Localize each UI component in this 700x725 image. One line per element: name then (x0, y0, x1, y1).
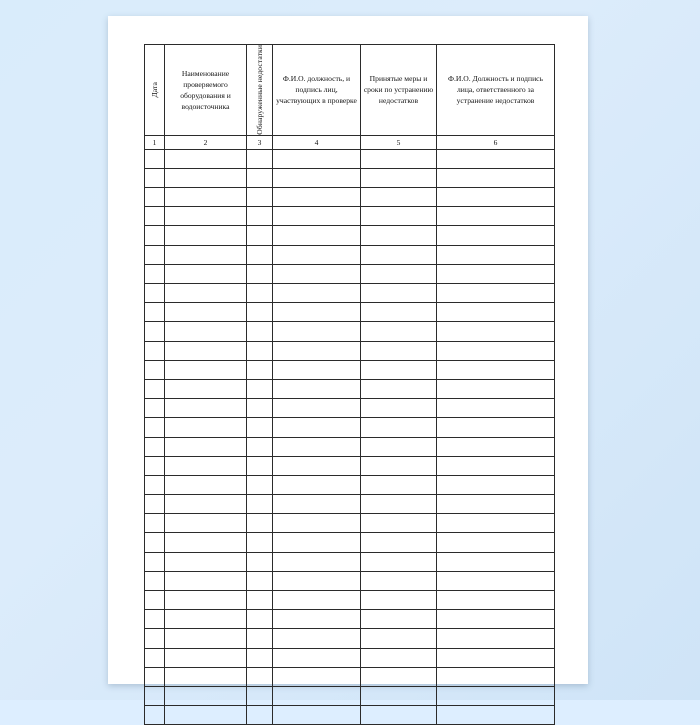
table-cell (361, 456, 437, 475)
table-cell (437, 303, 555, 322)
table-cell (437, 149, 555, 168)
table-row (145, 571, 555, 590)
column-number-row (145, 135, 555, 149)
table-cell (165, 168, 247, 187)
table-cell (145, 610, 165, 629)
table-cell (145, 245, 165, 264)
table-cell (437, 360, 555, 379)
table-cell (247, 706, 273, 725)
table-cell (361, 168, 437, 187)
table-cell (273, 303, 361, 322)
table-cell (247, 667, 273, 686)
table-cell (437, 168, 555, 187)
table-cell (165, 610, 247, 629)
table-cell (361, 591, 437, 610)
table-cell (145, 168, 165, 187)
table-cell (273, 686, 361, 705)
table-cell (437, 706, 555, 725)
table-row (145, 264, 555, 283)
table-cell (273, 379, 361, 398)
header-row (145, 45, 555, 136)
table-cell (361, 667, 437, 686)
table-cell (437, 341, 555, 360)
column-number: 6 (437, 135, 555, 149)
table-cell (165, 207, 247, 226)
table-cell (145, 379, 165, 398)
table-cell (145, 226, 165, 245)
table-row (145, 245, 555, 264)
table-row (145, 686, 555, 705)
table-cell (165, 437, 247, 456)
table-cell (145, 303, 165, 322)
table-cell (361, 399, 437, 418)
table-cell (273, 360, 361, 379)
table-row (145, 303, 555, 322)
table-cell (361, 706, 437, 725)
table-cell (273, 495, 361, 514)
table-cell (361, 571, 437, 590)
table-cell (361, 188, 437, 207)
table-cell (145, 341, 165, 360)
table-row (145, 418, 555, 437)
table-row (145, 706, 555, 725)
table-cell (273, 591, 361, 610)
table-cell (165, 245, 247, 264)
table-cell (273, 284, 361, 303)
table-cell (437, 245, 555, 264)
header-label-defects: Обнаруженные недостатки (254, 45, 264, 135)
table-cell (145, 571, 165, 590)
table-cell (247, 341, 273, 360)
table-cell (361, 475, 437, 494)
table-cell (247, 648, 273, 667)
table-cell (273, 322, 361, 341)
table-cell (437, 379, 555, 398)
table-cell (247, 514, 273, 533)
table-cell (437, 399, 555, 418)
table-cell (273, 168, 361, 187)
table-cell (145, 188, 165, 207)
table-cell (165, 475, 247, 494)
table-cell (273, 648, 361, 667)
table-cell (247, 552, 273, 571)
table-cell (361, 379, 437, 398)
header-cell-equipment (165, 45, 247, 136)
table-cell (361, 303, 437, 322)
table-body (145, 149, 555, 725)
table-cell (437, 418, 555, 437)
table-row (145, 226, 555, 245)
table-cell (273, 610, 361, 629)
table-cell (273, 475, 361, 494)
table-cell (145, 552, 165, 571)
header-label-responsible: Ф.И.О. Должность и подпись лица, ответственного за устранение недостатков (447, 74, 543, 106)
table-row (145, 456, 555, 475)
table-cell (165, 264, 247, 283)
table-row (145, 514, 555, 533)
table-cell (361, 264, 437, 283)
table-cell (273, 149, 361, 168)
table-cell (247, 264, 273, 283)
table-cell (165, 706, 247, 725)
table-cell (165, 149, 247, 168)
table-row (145, 207, 555, 226)
table-row (145, 284, 555, 303)
table-cell (361, 418, 437, 437)
table-cell (247, 533, 273, 552)
journal-table (144, 44, 555, 725)
table-cell (361, 245, 437, 264)
column-number: 4 (273, 135, 361, 149)
table-row (145, 591, 555, 610)
table-cell (165, 399, 247, 418)
table-cell (273, 418, 361, 437)
table-cell (437, 322, 555, 341)
table-cell (165, 591, 247, 610)
table-header (145, 45, 555, 150)
journal-table-container (144, 44, 554, 725)
table-cell (247, 207, 273, 226)
table-row (145, 648, 555, 667)
table-cell (361, 686, 437, 705)
table-cell (165, 667, 247, 686)
table-row (145, 322, 555, 341)
table-cell (437, 495, 555, 514)
table-cell (437, 667, 555, 686)
table-cell (247, 284, 273, 303)
table-cell (145, 533, 165, 552)
table-cell (437, 475, 555, 494)
table-cell (437, 514, 555, 533)
table-cell (361, 226, 437, 245)
table-row (145, 188, 555, 207)
table-row (145, 552, 555, 571)
table-cell (165, 514, 247, 533)
header-label-measures: Принятые меры и сроки по устранению недостатков (363, 74, 434, 106)
table-row (145, 399, 555, 418)
table-cell (165, 360, 247, 379)
table-cell (145, 706, 165, 725)
column-number: 1 (145, 135, 165, 149)
table-cell (247, 245, 273, 264)
table-row (145, 168, 555, 187)
table-cell (247, 475, 273, 494)
table-cell (247, 399, 273, 418)
table-cell (165, 629, 247, 648)
table-cell (145, 207, 165, 226)
table-cell (361, 495, 437, 514)
table-cell (145, 437, 165, 456)
table-row (145, 379, 555, 398)
table-cell (361, 610, 437, 629)
table-cell (437, 264, 555, 283)
table-cell (361, 514, 437, 533)
table-cell (247, 571, 273, 590)
table-cell (145, 399, 165, 418)
table-cell (361, 648, 437, 667)
table-cell (273, 188, 361, 207)
column-number: 3 (247, 135, 273, 149)
table-cell (437, 188, 555, 207)
table-cell (145, 667, 165, 686)
header-label-date: Дата (149, 82, 159, 98)
table-row (145, 495, 555, 514)
table-cell (165, 303, 247, 322)
table-cell (247, 303, 273, 322)
table-cell (165, 648, 247, 667)
table-cell (273, 437, 361, 456)
table-row (145, 149, 555, 168)
table-cell (437, 648, 555, 667)
table-cell (361, 322, 437, 341)
table-cell (145, 475, 165, 494)
table-cell (165, 226, 247, 245)
table-cell (273, 245, 361, 264)
table-cell (273, 207, 361, 226)
table-row (145, 667, 555, 686)
table-cell (247, 188, 273, 207)
table-cell (165, 284, 247, 303)
table-cell (165, 418, 247, 437)
table-cell (361, 207, 437, 226)
table-cell (361, 149, 437, 168)
table-cell (165, 495, 247, 514)
table-cell (145, 648, 165, 667)
table-cell (273, 533, 361, 552)
table-cell (437, 533, 555, 552)
table-cell (437, 610, 555, 629)
header-label-inspectors: Ф.И.О. должность, и подпись лиц, участвующих в проверке (276, 74, 357, 106)
table-cell (247, 379, 273, 398)
table-cell (361, 533, 437, 552)
table-cell (145, 456, 165, 475)
table-row (145, 533, 555, 552)
document-page (108, 16, 588, 684)
table-cell (437, 456, 555, 475)
table-cell (247, 360, 273, 379)
table-cell (247, 149, 273, 168)
table-row (145, 360, 555, 379)
table-cell (437, 629, 555, 648)
table-cell (361, 629, 437, 648)
table-cell (145, 264, 165, 283)
table-row (145, 475, 555, 494)
table-cell (145, 149, 165, 168)
header-cell-defects (247, 45, 273, 136)
header-cell-measures (361, 45, 437, 136)
table-cell (437, 591, 555, 610)
table-cell (165, 379, 247, 398)
table-cell (361, 284, 437, 303)
table-cell (247, 456, 273, 475)
table-cell (165, 552, 247, 571)
table-cell (247, 322, 273, 341)
table-row (145, 437, 555, 456)
table-cell (145, 686, 165, 705)
table-cell (437, 437, 555, 456)
table-cell (165, 341, 247, 360)
table-cell (437, 571, 555, 590)
table-row (145, 341, 555, 360)
table-cell (273, 629, 361, 648)
table-cell (273, 456, 361, 475)
table-cell (145, 418, 165, 437)
table-cell (437, 552, 555, 571)
header-cell-date (145, 45, 165, 136)
table-cell (273, 264, 361, 283)
table-cell (437, 226, 555, 245)
table-cell (273, 399, 361, 418)
table-cell (145, 591, 165, 610)
table-cell (145, 322, 165, 341)
table-cell (247, 629, 273, 648)
table-cell (273, 552, 361, 571)
table-cell (247, 168, 273, 187)
table-cell (361, 341, 437, 360)
table-cell (165, 456, 247, 475)
table-cell (437, 284, 555, 303)
table-cell (273, 667, 361, 686)
table-row (145, 610, 555, 629)
table-cell (165, 686, 247, 705)
table-cell (361, 360, 437, 379)
table-cell (361, 552, 437, 571)
table-cell (247, 418, 273, 437)
table-cell (247, 610, 273, 629)
table-cell (247, 591, 273, 610)
table-cell (247, 495, 273, 514)
table-cell (145, 629, 165, 648)
table-cell (273, 341, 361, 360)
column-number: 5 (361, 135, 437, 149)
table-cell (247, 226, 273, 245)
table-cell (273, 226, 361, 245)
table-cell (247, 686, 273, 705)
column-number: 2 (165, 135, 247, 149)
table-cell (273, 706, 361, 725)
table-cell (273, 571, 361, 590)
table-cell (437, 686, 555, 705)
table-cell (145, 360, 165, 379)
header-label-equipment: Наименование проверяемого оборудования и водоисточника (180, 68, 231, 111)
table-cell (145, 495, 165, 514)
table-cell (165, 322, 247, 341)
table-cell (165, 533, 247, 552)
table-cell (165, 188, 247, 207)
header-cell-inspectors (273, 45, 361, 136)
table-cell (437, 207, 555, 226)
table-cell (145, 284, 165, 303)
table-cell (361, 437, 437, 456)
header-cell-responsible (437, 45, 555, 136)
table-cell (145, 514, 165, 533)
table-row (145, 629, 555, 648)
table-cell (273, 514, 361, 533)
table-cell (165, 571, 247, 590)
table-cell (247, 437, 273, 456)
